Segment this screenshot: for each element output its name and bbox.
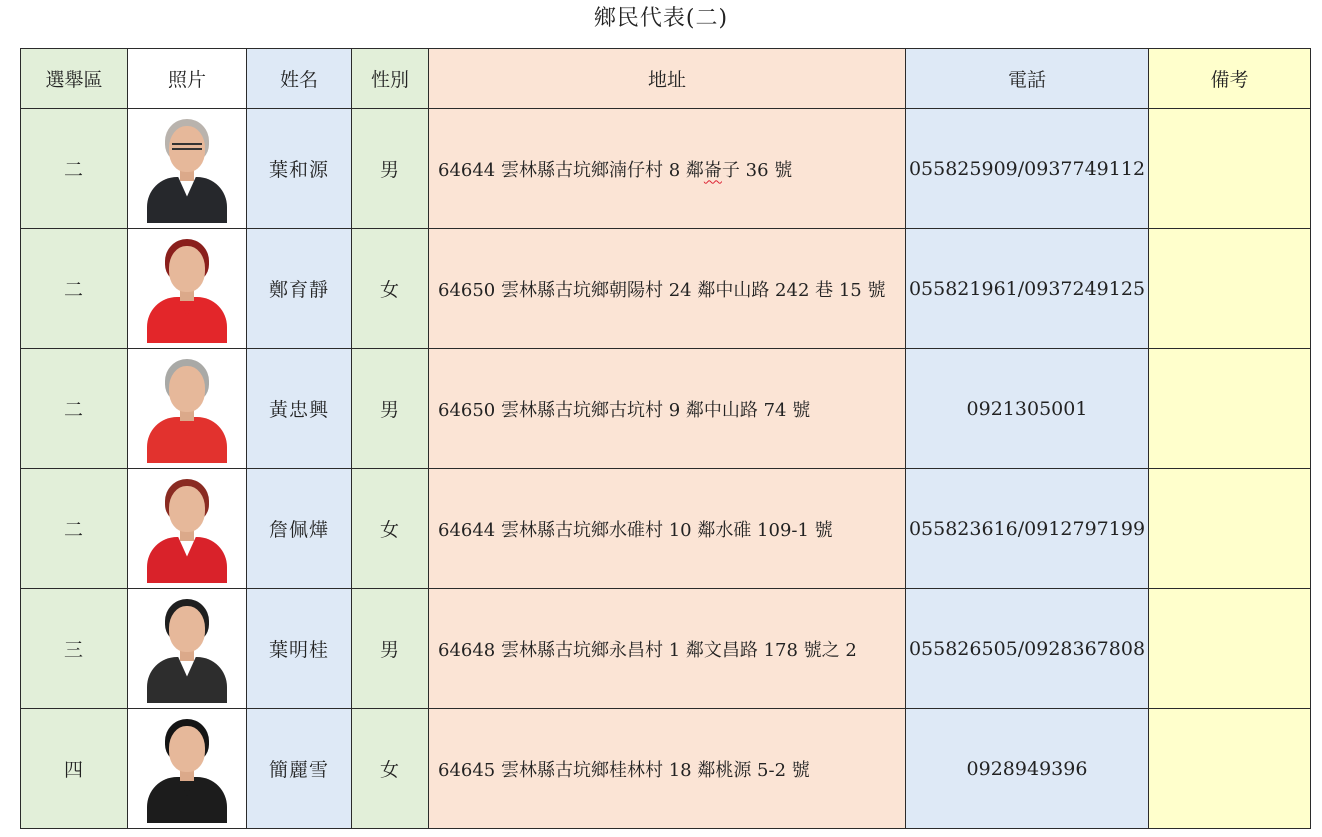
address-cell [429, 469, 906, 589]
name-cell: 簡麗雪 [247, 709, 352, 829]
address-cell [429, 349, 906, 469]
address-text: 64644 雲林縣古坑鄉水碓村 10 鄰水碓 109-1 號 [438, 519, 833, 541]
portrait-photo [144, 475, 230, 583]
portrait-photo [144, 715, 230, 823]
header-phone: 電話 [906, 49, 1149, 109]
address-text: 64650 雲林縣古坑鄉古坑村 9 鄰中山路 74 號 [438, 399, 811, 421]
name-cell: 鄭育靜 [247, 229, 352, 349]
gender-cell: 女 [352, 709, 429, 829]
address-text: 64645 雲林縣古坑鄉桂林村 18 鄰桃源 5-2 號 [438, 759, 810, 781]
address-text-rest: 子 36 號 [721, 159, 793, 181]
table-row [21, 109, 1311, 229]
phone-cell: 055826505/0928367808 [906, 589, 1149, 709]
header-gender: 性別 [352, 49, 429, 109]
portrait-photo [144, 235, 230, 343]
district-cell: 二 [21, 109, 128, 229]
gender-cell: 男 [352, 109, 429, 229]
address-text: 64650 雲林縣古坑鄉朝陽村 24 鄰中山路 242 巷 15 號 [438, 279, 886, 301]
photo-cell [128, 349, 247, 469]
phone-cell: 0928949396 [906, 709, 1149, 829]
note-cell [1149, 469, 1311, 589]
district-cell: 三 [21, 589, 128, 709]
page-title: 鄉民代表(二) [593, 6, 729, 31]
representatives-table [20, 48, 1311, 829]
address-cell [429, 229, 906, 349]
table-row [21, 709, 1311, 829]
address-cell [429, 709, 906, 829]
address-text: 64648 雲林縣古坑鄉永昌村 1 鄰文昌路 178 號之 2 [438, 639, 857, 661]
address-cell [429, 589, 906, 709]
name-cell: 詹佩燁 [247, 469, 352, 589]
phone-cell: 055823616/0912797199 [906, 469, 1149, 589]
gender-cell: 男 [352, 349, 429, 469]
note-cell [1149, 109, 1311, 229]
gender-cell: 女 [352, 229, 429, 349]
header-row [21, 49, 1311, 109]
table-row [21, 229, 1311, 349]
header-district: 選舉區 [21, 49, 128, 109]
address-flagged-char: 崙 [703, 159, 722, 181]
gender-cell: 男 [352, 589, 429, 709]
header-name: 姓名 [247, 49, 352, 109]
name-cell: 葉和源 [247, 109, 352, 229]
photo-cell [128, 589, 247, 709]
phone-cell: 0921305001 [906, 349, 1149, 469]
header-address: 地址 [429, 49, 906, 109]
district-cell: 二 [21, 469, 128, 589]
phone-cell: 055825909/0937749112 [906, 109, 1149, 229]
district-cell: 四 [21, 709, 128, 829]
header-photo: 照片 [128, 49, 247, 109]
table-row [21, 349, 1311, 469]
note-cell [1149, 709, 1311, 829]
address-text: 64644 雲林縣古坑鄉湳仔村 8 鄰 [438, 159, 704, 181]
portrait-photo [144, 595, 230, 703]
district-cell: 二 [21, 229, 128, 349]
note-cell [1149, 349, 1311, 469]
note-cell [1149, 589, 1311, 709]
photo-cell [128, 469, 247, 589]
phone-cell: 055821961/0937249125 [906, 229, 1149, 349]
photo-cell [128, 229, 247, 349]
district-cell: 二 [21, 349, 128, 469]
portrait-photo [144, 115, 230, 223]
gender-cell: 女 [352, 469, 429, 589]
address-cell [429, 109, 906, 229]
note-cell [1149, 229, 1311, 349]
photo-cell [128, 709, 247, 829]
photo-cell [128, 109, 247, 229]
name-cell: 葉明桂 [247, 589, 352, 709]
name-cell: 黃忠興 [247, 349, 352, 469]
table-row [21, 469, 1311, 589]
portrait-photo [144, 355, 230, 463]
header-note: 備考 [1149, 49, 1311, 109]
table-row [21, 589, 1311, 709]
